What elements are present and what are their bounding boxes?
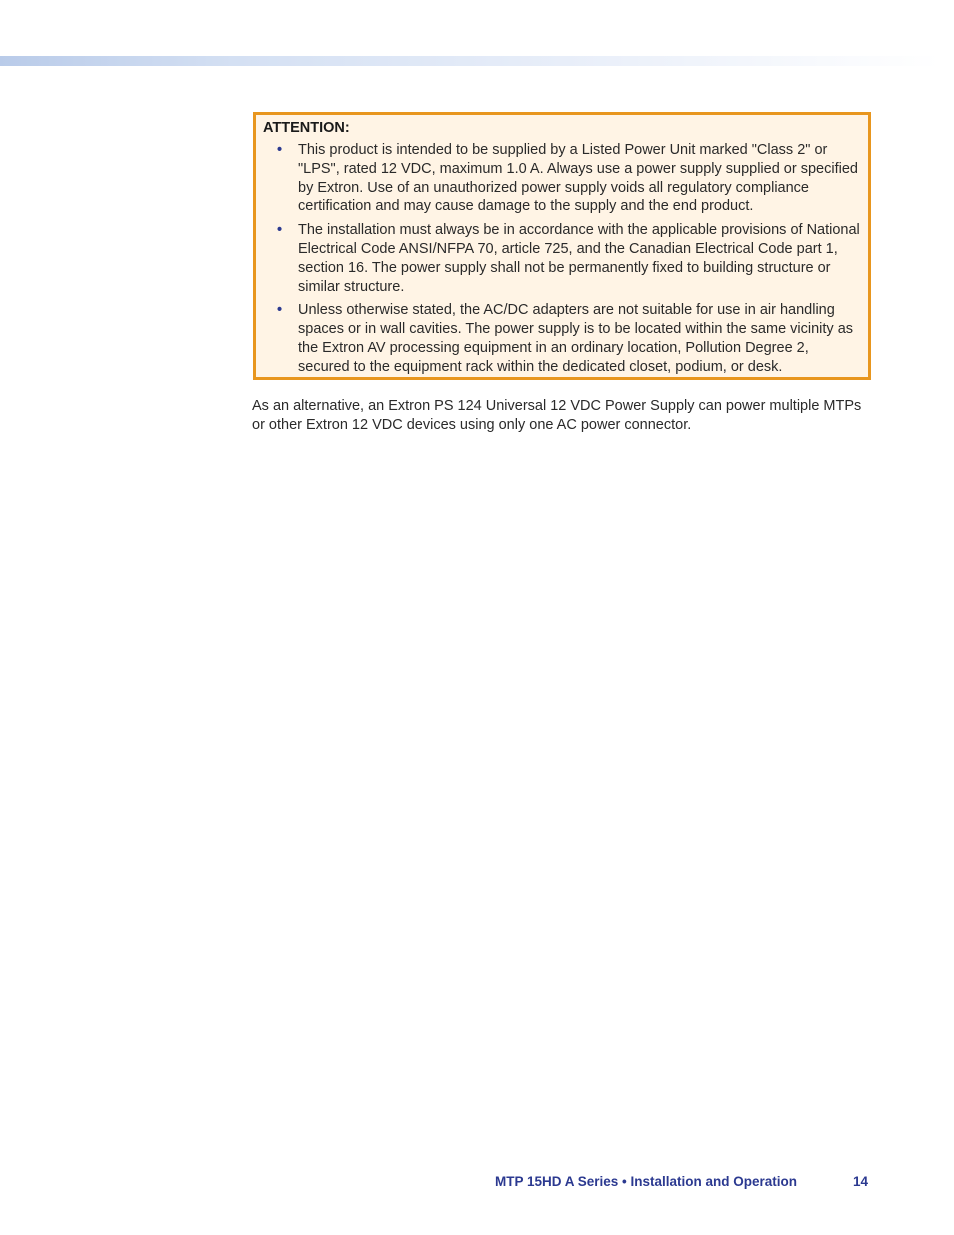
attention-item [256,301,868,376]
footer-document-title: MTP 15HD A Series • Installation and Operation [495,1174,798,1189]
bullet-icon: • [277,142,283,158]
footer-page-number: 14 [853,1174,869,1189]
attention-item [256,221,868,296]
attention-item-text: This product is intended to be supplied by a Listed Power Unit marked "Class 2" or "LPS", rated 12 VDC, maximum 1.0 A. Always use a power supply supplied or specified by Extron. Use of an unauthorized power supply voids all regulatory compliance certification and may cause damage to the supply and the end product. [298,142,858,215]
attention-item-text: The installation must always be in accordance with the applicable provisions of National Electrical Code ANSI/NFPA 70, article 725, and the Canadian Electrical Code part 1, section 16. The power supply shall not be permanently fixed to building structure or similar structure. [298,222,860,295]
attention-item-text: Unless otherwise stated, the AC/DC adapters are not suitable for use in air handling spaces or in wall cavities. The power supply is to be located within the same vicinity as the Extron AV processing equipment in an ordinary location, Pollution Degree 2, secured to the equipment rack within the dedicated closet, podium, or desk. [298,302,854,375]
bullet-icon: • [277,302,283,319]
attention-item [256,141,868,216]
body-paragraph: As an alternative, an Extron PS 124 Universal 12 VDC Power Supply can power multiple MTPs or other Extron 12 VDC devices using only one AC power connector. [252,398,862,433]
attention-box [253,112,871,380]
header-band [0,56,940,66]
bullet-icon: • [277,222,283,239]
attention-title: ATTENTION: [263,120,350,136]
attention-list [256,141,868,382]
